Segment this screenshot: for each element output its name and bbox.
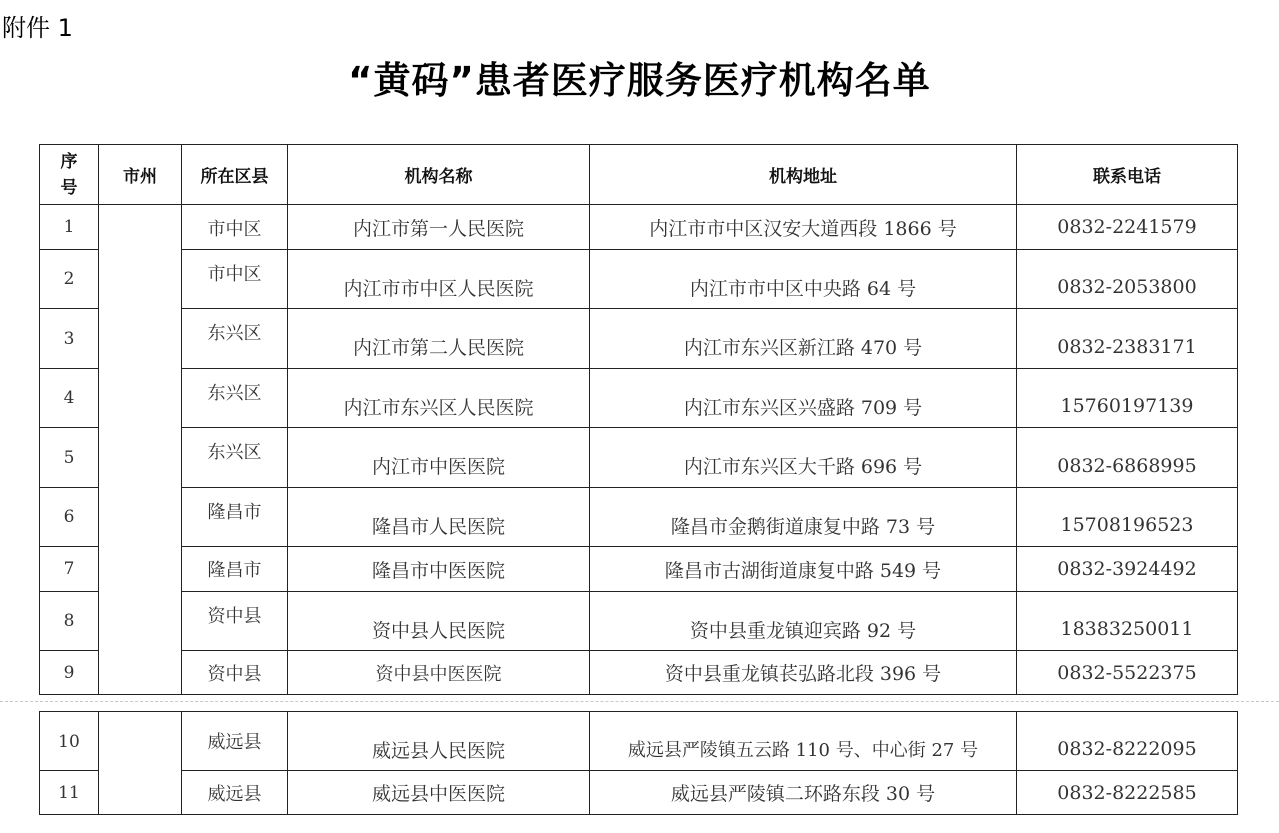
header-phone: 联系电话 — [1017, 145, 1238, 205]
row-district: 威远县 — [182, 712, 288, 771]
row-index: 1 — [40, 205, 99, 250]
table-row — [40, 488, 1238, 547]
row-index: 5 — [40, 428, 99, 488]
table-row — [40, 712, 1238, 771]
table-row — [40, 547, 1238, 592]
row-name: 内江市第一人民医院 — [288, 205, 590, 250]
city-cell — [99, 712, 182, 815]
table-row — [40, 651, 1238, 695]
city-cell — [99, 205, 182, 695]
row-address: 隆昌市古湖街道康复中路 549 号 — [590, 547, 1017, 592]
row-phone: 15760197139 — [1017, 369, 1238, 428]
table-row — [40, 771, 1238, 815]
row-index: 9 — [40, 651, 99, 695]
row-name: 内江市市中区人民医院 — [288, 250, 590, 309]
row-address: 资中县重龙镇苌弘路北段 396 号 — [590, 651, 1017, 695]
row-district: 市中区 — [182, 250, 288, 309]
attachment-label: 附件 1 — [2, 14, 73, 42]
row-index: 11 — [40, 771, 99, 815]
row-phone: 0832-2383171 — [1017, 309, 1238, 369]
header-address: 机构地址 — [590, 145, 1017, 205]
table-header-row — [40, 145, 1238, 205]
row-address: 隆昌市金鹅街道康复中路 73 号 — [590, 488, 1017, 547]
row-name: 内江市东兴区人民医院 — [288, 369, 590, 428]
row-index: 7 — [40, 547, 99, 592]
table-row — [40, 309, 1238, 369]
header-city: 市州 — [99, 145, 182, 205]
row-address: 内江市东兴区大千路 696 号 — [590, 428, 1017, 488]
row-index: 3 — [40, 309, 99, 369]
row-address: 内江市市中区汉安大道西段 1866 号 — [590, 205, 1017, 250]
row-index: 10 — [40, 712, 99, 771]
row-name: 内江市中医医院 — [288, 428, 590, 488]
row-district: 东兴区 — [182, 309, 288, 369]
row-address: 内江市东兴区兴盛路 709 号 — [590, 369, 1017, 428]
page-break — [0, 701, 1279, 702]
row-address: 威远县严陵镇二环路东段 30 号 — [590, 771, 1017, 815]
table-row — [40, 205, 1238, 250]
row-phone: 0832-8222585 — [1017, 771, 1238, 815]
row-address: 资中县重龙镇迎宾路 92 号 — [590, 592, 1017, 651]
row-phone: 0832-2241579 — [1017, 205, 1238, 250]
institution-table-continued — [39, 711, 1238, 815]
row-district: 隆昌市 — [182, 488, 288, 547]
row-district: 资中县 — [182, 592, 288, 651]
row-district: 资中县 — [182, 651, 288, 695]
row-district: 东兴区 — [182, 369, 288, 428]
row-address: 威远县严陵镇五云路 110 号、中心街 27 号 — [590, 712, 1017, 771]
row-index: 2 — [40, 250, 99, 309]
row-address: 内江市东兴区新江路 470 号 — [590, 309, 1017, 369]
table-row — [40, 428, 1238, 488]
row-name: 威远县人民医院 — [288, 712, 590, 771]
header-index: 序号 — [40, 145, 99, 205]
row-district: 隆昌市 — [182, 547, 288, 592]
row-name: 资中县中医医院 — [288, 651, 590, 695]
row-name: 威远县中医医院 — [288, 771, 590, 815]
row-phone: 0832-8222095 — [1017, 712, 1238, 771]
row-phone: 0832-6868995 — [1017, 428, 1238, 488]
row-index: 8 — [40, 592, 99, 651]
table-row — [40, 250, 1238, 309]
row-phone: 15708196523 — [1017, 488, 1238, 547]
row-index: 6 — [40, 488, 99, 547]
row-name: 隆昌市人民医院 — [288, 488, 590, 547]
row-phone: 18383250011 — [1017, 592, 1238, 651]
row-district: 东兴区 — [182, 428, 288, 488]
row-district: 市中区 — [182, 205, 288, 250]
row-name: 资中县人民医院 — [288, 592, 590, 651]
header-name: 机构名称 — [288, 145, 590, 205]
row-phone: 0832-5522375 — [1017, 651, 1238, 695]
page-title: “黄码”患者医疗服务医疗机构名单 — [348, 59, 931, 102]
row-name: 隆昌市中医医院 — [288, 547, 590, 592]
header-district: 所在区县 — [182, 145, 288, 205]
table-row — [40, 592, 1238, 651]
row-index: 4 — [40, 369, 99, 428]
row-district: 威远县 — [182, 771, 288, 815]
row-phone: 0832-3924492 — [1017, 547, 1238, 592]
row-address: 内江市市中区中央路 64 号 — [590, 250, 1017, 309]
row-phone: 0832-2053800 — [1017, 250, 1238, 309]
row-name: 内江市第二人民医院 — [288, 309, 590, 369]
institution-table — [39, 144, 1238, 695]
table-row — [40, 369, 1238, 428]
